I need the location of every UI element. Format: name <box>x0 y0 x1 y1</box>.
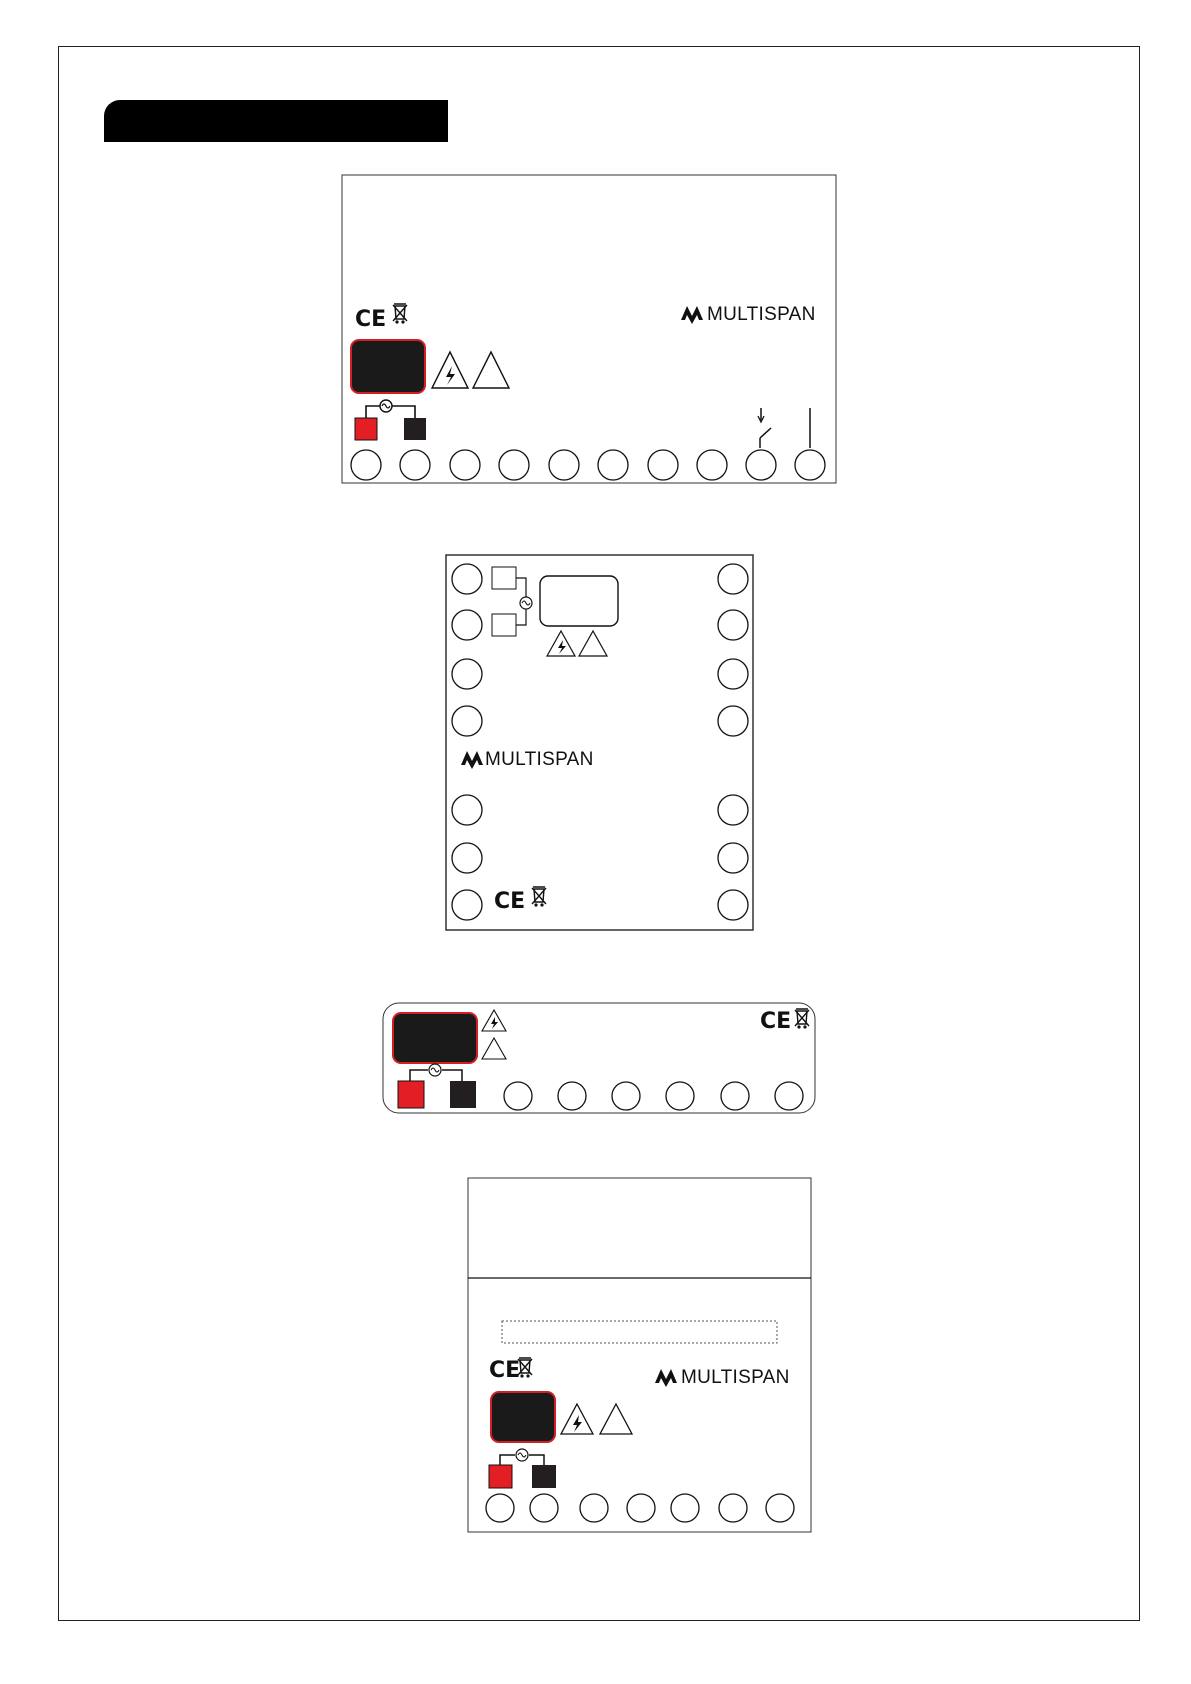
brand-name: MULTISPAN <box>681 1367 790 1388</box>
display-window <box>393 1013 477 1063</box>
ce-mark: CE <box>494 889 526 914</box>
panel-96x72 <box>342 175 836 483</box>
supply-terminal-neutral <box>532 1465 556 1488</box>
supply-terminal-neutral <box>404 418 426 440</box>
ce-mark: CE <box>355 307 387 332</box>
terminal-6 <box>598 450 628 480</box>
terminal-5 <box>549 450 579 480</box>
ce-mark: CE <box>760 1009 792 1034</box>
display-window <box>491 1392 555 1442</box>
supply-terminal-live <box>398 1081 424 1108</box>
panel-72x72 <box>468 1178 811 1532</box>
terminal-2 <box>400 450 430 480</box>
terminal-1 <box>351 450 381 480</box>
brand-name: MULTISPAN <box>707 304 816 325</box>
terminal-4 <box>499 450 529 480</box>
supply-terminal-neutral <box>492 614 516 636</box>
supply-terminal-live <box>492 567 516 589</box>
supply-terminal-neutral <box>450 1081 476 1108</box>
panel-din-vertical <box>446 555 753 930</box>
terminal-9 <box>746 450 776 480</box>
ce-mark: CE <box>489 1358 521 1383</box>
display-window <box>540 576 618 626</box>
terminal-7 <box>648 450 678 480</box>
brand-name: MULTISPAN <box>485 749 594 770</box>
supply-terminal-live <box>489 1465 512 1488</box>
terminal-8 <box>697 450 727 480</box>
panel-96x48 <box>383 1003 815 1113</box>
terminal-3 <box>450 450 480 480</box>
supply-terminal-live <box>355 418 377 440</box>
terminal-10 <box>795 450 825 480</box>
display-window <box>351 340 425 393</box>
